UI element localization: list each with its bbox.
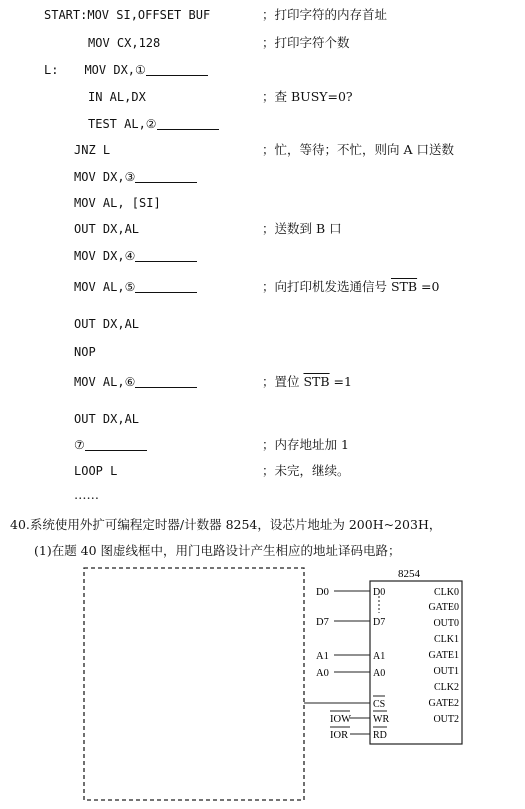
code-line-4: IN AL,DX [88,90,146,104]
pin-a1: A1 [373,651,386,662]
code-label: START: [44,8,88,22]
code-line-18: …… [74,487,99,502]
comment-text: ；向打印机发选通信号 [262,279,391,294]
signal-a1: A1 [316,651,329,662]
code-comment: ；打印字符个数 [262,35,350,50]
code-text: MOV DX,③ [74,170,136,184]
question-text: 40.系统使用外扩可编程定时器/计数器 8254，设芯片地址为 200H~203H， [10,517,442,532]
code-text: MOV AL,⑥ [74,375,136,389]
code-line-11 [74,279,197,295]
signal-a0: A0 [316,668,329,679]
pin-gate1: GATE1 [428,650,459,661]
comment-tail: =1 [329,374,352,389]
pin-d0: D0 [373,587,386,598]
answer-blank[interactable] [135,249,197,262]
answer-blank[interactable] [135,170,197,183]
pin-a0: A0 [373,668,386,679]
comment-tail: =0 [417,279,440,294]
comment-text: ；置位 [262,374,304,389]
code-comment: ；打印字符的内存首址 [262,7,388,22]
signal-iow: IOW [330,714,351,725]
pin-out1: OUT1 [433,666,459,677]
code-line-14 [74,374,197,390]
code-line-6: JNZ L [74,143,111,157]
code-line-7 [74,169,197,185]
code-label: L: [44,63,59,77]
subquestion-text: (1)在题 40 图虚线框中，用门电路设计产生相应的地址译码电路； [34,543,401,558]
signal-d0: D0 [316,587,329,598]
code-line-5 [88,116,219,132]
code-line-1 [44,7,210,23]
code-comment: ；查 BUSY=0? [262,89,353,104]
pin-cs: CS [373,699,386,710]
code-comment [262,279,439,295]
pin-clk1: CLK1 [434,634,459,645]
dashed-design-box[interactable] [84,568,304,800]
code-line-16 [74,437,147,453]
pin-out2: OUT2 [433,714,459,725]
code-text: MOV SI,OFFSET BUF [87,8,211,22]
stb-signal: $\overline{STB}$ [390,279,418,294]
pin-clk0: CLK0 [434,587,459,598]
code-text: MOV AL,⑤ [74,280,136,294]
code-line-13: NOP [74,345,96,359]
code-line-3 [44,62,208,78]
answer-blank[interactable] [146,63,208,76]
code-line-17: LOOP L [74,464,118,478]
code-line-12: OUT DX,AL [74,317,140,331]
pin-rd: RD [373,730,387,741]
pin-d7: D7 [373,617,386,628]
circuit-diagram [80,562,500,802]
code-text: TEST AL,② [88,117,157,131]
code-comment: ；忙，等待；不忙，则向 A 口送数 [262,142,454,157]
code-comment [262,374,352,390]
chip-title: 8254 [398,568,420,580]
answer-blank[interactable] [135,280,197,293]
code-line-10 [74,248,197,264]
answer-blank[interactable] [135,375,197,388]
signal-ior: IOR [330,730,349,741]
code-comment: ；未完，继续。 [262,463,350,478]
pin-gate0: GATE0 [428,602,459,613]
code-text: MOV DX,① [84,63,146,77]
code-line-9: OUT DX,AL [74,222,140,236]
signal-d7: D7 [316,617,329,628]
pin-gate2: GATE2 [428,698,459,709]
answer-blank[interactable] [85,438,147,451]
code-comment: ；内存地址加 1 [262,437,349,452]
code-line-8: MOV AL, [SI] [74,196,161,210]
answer-blank[interactable] [157,117,219,130]
pin-clk2: CLK2 [434,682,459,693]
code-line-15: OUT DX,AL [74,412,140,426]
code-line-2: MOV CX,128 [88,36,161,50]
code-text: MOV DX,④ [74,249,136,263]
code-text: ⑦ [74,438,85,452]
pin-wr: WR [373,714,390,725]
stb-signal: $\overline{STB}$ [303,374,330,389]
code-comment: ；送数到 B 口 [262,221,342,236]
pin-out0: OUT0 [433,618,459,629]
